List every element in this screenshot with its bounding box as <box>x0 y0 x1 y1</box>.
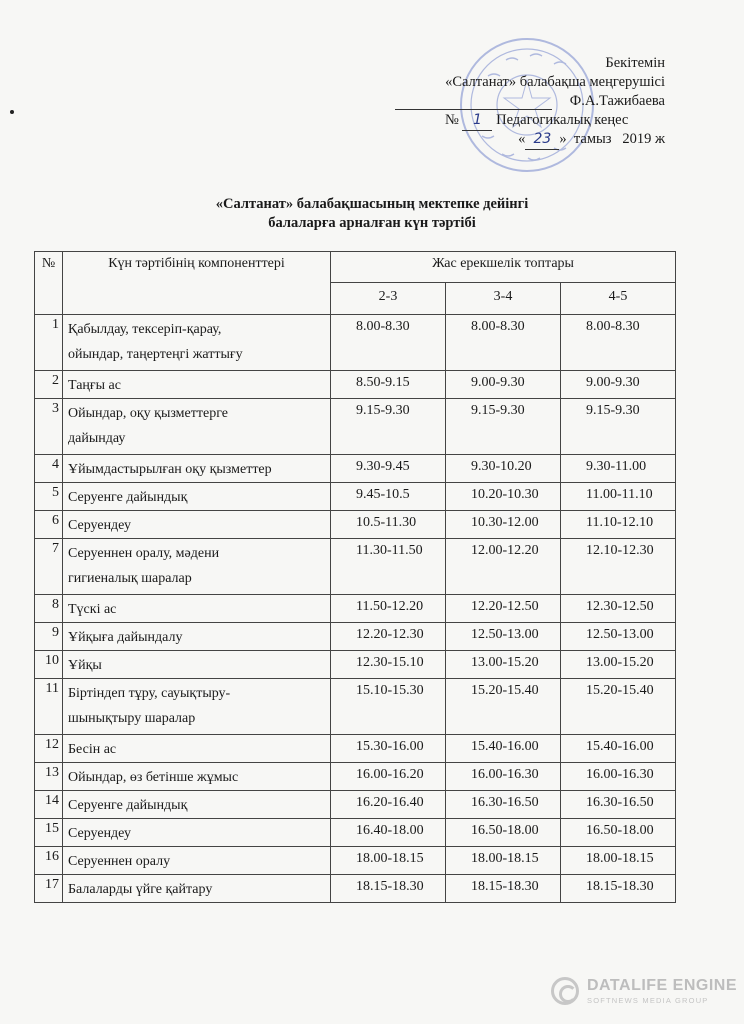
row-activity <box>63 595 331 623</box>
row-time-group-3: 9.15-9.30 <box>561 399 676 455</box>
header-age-groups: Жас ерекшелік топтары <box>331 252 676 283</box>
row-time-group-3: 8.00-8.30 <box>561 315 676 371</box>
row-time-group-3: 12.10-12.30 <box>561 539 676 595</box>
row-number: 3 <box>35 399 63 455</box>
row-number: 12 <box>35 735 63 763</box>
row-activity <box>63 763 331 791</box>
row-time-group-3: 16.50-18.00 <box>561 819 676 847</box>
row-number: 8 <box>35 595 63 623</box>
row-activity <box>63 539 331 595</box>
row-time-group-1: 11.50-12.20 <box>331 595 446 623</box>
row-number: 5 <box>35 483 63 511</box>
header-number: № <box>35 252 63 315</box>
row-number: 9 <box>35 623 63 651</box>
approval-block <box>395 54 665 149</box>
row-activity <box>63 511 331 539</box>
approval-line-position: «Салтанат» балабақша меңгерушісі <box>445 74 665 90</box>
row-time-group-3: 12.30-12.50 <box>561 595 676 623</box>
row-activity <box>63 371 331 399</box>
row-time-group-1: 10.5-11.30 <box>331 511 446 539</box>
approval-line-date <box>518 130 665 150</box>
row-time-group-2: 12.00-12.20 <box>446 539 561 595</box>
row-time-group-3: 13.00-15.20 <box>561 651 676 679</box>
row-time-group-1: 12.20-12.30 <box>331 623 446 651</box>
council-label: Педагогикалық кеңес <box>496 112 629 128</box>
row-number: 6 <box>35 511 63 539</box>
row-number: 7 <box>35 539 63 595</box>
datalife-logo-icon <box>551 977 579 1005</box>
row-time-group-1: 12.30-15.10 <box>331 651 446 679</box>
table-row <box>35 763 676 791</box>
table-row <box>35 819 676 847</box>
row-time-group-3: 9.30-11.00 <box>561 455 676 483</box>
row-time-group-3: 16.30-16.50 <box>561 791 676 819</box>
row-time-group-3: 9.00-9.30 <box>561 371 676 399</box>
activity-line: Серуеннен оралу, мәдени <box>68 546 220 561</box>
row-number: 1 <box>35 315 63 371</box>
activity-line: Ұйқыға дайындалу <box>68 630 183 645</box>
watermark-title: DATALIFE ENGINE <box>587 977 738 994</box>
activity-line: Серуендеу <box>68 826 132 841</box>
approval-line-name: Ф.А.Тажибаева <box>569 93 665 109</box>
table-row <box>35 483 676 511</box>
row-activity <box>63 315 331 371</box>
date-rest: » тамыз 2019 ж <box>559 131 665 147</box>
watermark-subtitle: SOFTNEWS MEDIA GROUP <box>587 996 709 1005</box>
schedule-rows <box>35 315 676 903</box>
row-time-group-1: 8.00-8.30 <box>331 315 446 371</box>
row-time-group-1: 16.20-16.40 <box>331 791 446 819</box>
table-row <box>35 735 676 763</box>
table-row <box>35 791 676 819</box>
handwritten-day: 23 <box>525 130 559 150</box>
row-activity <box>63 847 331 875</box>
table-row <box>35 539 676 595</box>
table-row <box>35 875 676 903</box>
table-row <box>35 847 676 875</box>
row-number: 13 <box>35 763 63 791</box>
activity-line: Түскі ас <box>68 602 117 617</box>
row-time-group-1: 15.10-15.30 <box>331 679 446 735</box>
table-row <box>35 399 676 455</box>
row-time-group-1: 18.00-18.15 <box>331 847 446 875</box>
row-time-group-1: 15.30-16.00 <box>331 735 446 763</box>
row-time-group-2: 16.30-16.50 <box>446 791 561 819</box>
daily-schedule-table <box>34 251 676 903</box>
header-group-2: 3-4 <box>446 283 561 315</box>
row-time-group-2: 9.00-9.30 <box>446 371 561 399</box>
activity-line: Серуендеу <box>68 518 132 533</box>
table-row <box>35 455 676 483</box>
table-row <box>35 651 676 679</box>
row-time-group-2: 12.20-12.50 <box>446 595 561 623</box>
row-time-group-3: 16.00-16.30 <box>561 763 676 791</box>
row-time-group-1: 8.50-9.15 <box>331 371 446 399</box>
header-group-3: 4-5 <box>561 283 676 315</box>
approval-line-approve: Бекітемін <box>605 55 665 71</box>
activity-line: ойындар, таңертеңгі жаттығу <box>68 347 243 362</box>
row-time-group-2: 9.15-9.30 <box>446 399 561 455</box>
table-row <box>35 679 676 735</box>
row-time-group-3: 11.00-11.10 <box>561 483 676 511</box>
row-time-group-2: 10.30-12.00 <box>446 511 561 539</box>
activity-line: Таңғы ас <box>68 378 121 393</box>
row-number: 2 <box>35 371 63 399</box>
row-time-group-1: 16.40-18.00 <box>331 819 446 847</box>
row-activity <box>63 679 331 735</box>
row-time-group-1: 9.15-9.30 <box>331 399 446 455</box>
table-row <box>35 511 676 539</box>
scan-speck <box>10 110 14 114</box>
approval-line-council <box>445 111 628 131</box>
handwritten-protocol-number: 1 <box>462 111 492 131</box>
row-time-group-2: 16.00-16.30 <box>446 763 561 791</box>
row-time-group-2: 8.00-8.30 <box>446 315 561 371</box>
row-time-group-2: 12.50-13.00 <box>446 623 561 651</box>
row-activity <box>63 819 331 847</box>
activity-line: Ойындар, өз бетінше жұмыс <box>68 770 239 785</box>
title-line-1: «Салтанат» балабақшасының мектепке дейінгі <box>215 196 529 212</box>
row-time-group-1: 9.45-10.5 <box>331 483 446 511</box>
row-time-group-2: 9.30-10.20 <box>446 455 561 483</box>
row-time-group-2: 18.15-18.30 <box>446 875 561 903</box>
row-activity <box>63 483 331 511</box>
row-time-group-1: 11.30-11.50 <box>331 539 446 595</box>
activity-line: шынықтыру шаралар <box>68 711 196 726</box>
row-activity <box>63 399 331 455</box>
number-sign: № <box>445 112 459 128</box>
activity-line: Серуенге дайындық <box>68 490 188 505</box>
row-time-group-3: 15.40-16.00 <box>561 735 676 763</box>
row-time-group-3: 18.00-18.15 <box>561 847 676 875</box>
table-row <box>35 371 676 399</box>
watermark <box>551 975 738 1009</box>
row-number: 10 <box>35 651 63 679</box>
row-time-group-3: 15.20-15.40 <box>561 679 676 735</box>
row-time-group-3: 18.15-18.30 <box>561 875 676 903</box>
row-activity <box>63 875 331 903</box>
row-time-group-2: 18.00-18.15 <box>446 847 561 875</box>
row-activity <box>63 735 331 763</box>
row-activity <box>63 455 331 483</box>
header-group-1: 2-3 <box>331 283 446 315</box>
activity-line: Ұйымдастырылған оқу қызметтер <box>68 462 272 477</box>
row-time-group-1: 18.15-18.30 <box>331 875 446 903</box>
table-header-row <box>35 252 676 283</box>
row-time-group-2: 15.40-16.00 <box>446 735 561 763</box>
row-number: 11 <box>35 679 63 735</box>
table-row <box>35 595 676 623</box>
row-time-group-1: 9.30-9.45 <box>331 455 446 483</box>
row-number: 16 <box>35 847 63 875</box>
row-number: 4 <box>35 455 63 483</box>
activity-line: Серуеннен оралу <box>68 854 171 869</box>
row-time-group-3: 11.10-12.10 <box>561 511 676 539</box>
activity-line: Серуенге дайындық <box>68 798 188 813</box>
activity-line: Ұйқы <box>68 658 102 673</box>
table-row <box>35 315 676 371</box>
row-number: 15 <box>35 819 63 847</box>
row-activity <box>63 651 331 679</box>
activity-line: гигиеналық шаралар <box>68 571 192 586</box>
activity-line: Балаларды үйге қайтару <box>68 882 213 897</box>
date-open-quote: « <box>518 131 526 147</box>
header-components: Күн тәртібінің компоненттері <box>63 252 331 315</box>
row-time-group-2: 13.00-15.20 <box>446 651 561 679</box>
activity-line: Қабылдау, тексеріп-қарау, <box>68 322 222 337</box>
activity-line: Біртіндеп тұру, сауықтыру- <box>68 686 231 701</box>
table-row <box>35 623 676 651</box>
signature-line <box>395 109 552 110</box>
row-number: 14 <box>35 791 63 819</box>
row-time-group-3: 12.50-13.00 <box>561 623 676 651</box>
row-time-group-1: 16.00-16.20 <box>331 763 446 791</box>
activity-line: дайындау <box>68 431 126 446</box>
row-number: 17 <box>35 875 63 903</box>
document-title <box>0 195 744 233</box>
activity-line: Бесін ас <box>68 742 117 757</box>
row-time-group-2: 10.20-10.30 <box>446 483 561 511</box>
activity-line: Ойындар, оқу қызметтерге <box>68 406 228 421</box>
row-time-group-2: 16.50-18.00 <box>446 819 561 847</box>
row-activity <box>63 791 331 819</box>
row-activity <box>63 623 331 651</box>
row-time-group-2: 15.20-15.40 <box>446 679 561 735</box>
title-line-2: балаларға арналған күн тәртібі <box>268 215 476 231</box>
